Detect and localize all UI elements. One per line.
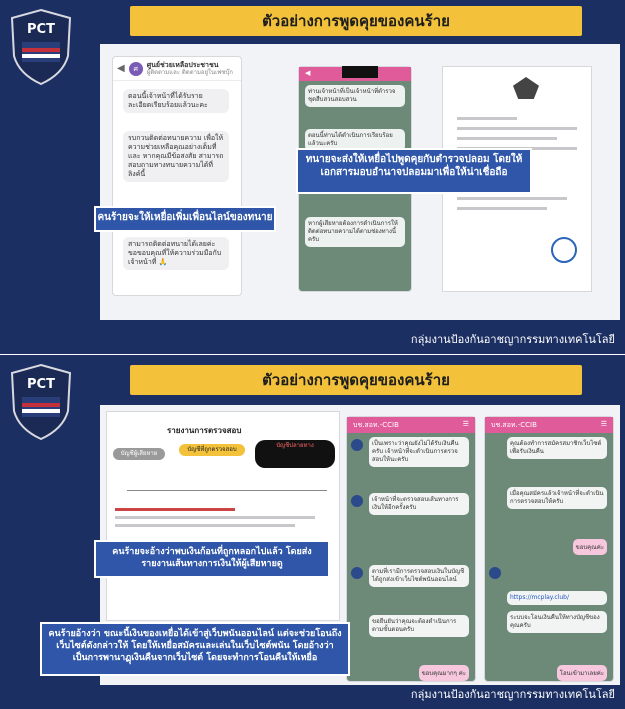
financial-report-image bbox=[106, 411, 340, 621]
chat-subtitle: ผู้ติดตามและ ติดตามอยู่ในเฟซบุ๊ก bbox=[146, 69, 233, 76]
callout-add-lawyer: คนร้ายจะให้เหยื่อเพิ่มเพื่อนไลน์ของทนาย bbox=[94, 206, 276, 232]
banner-title: ตัวอย่างการพูดคุยของคนร้าย bbox=[130, 6, 582, 36]
back-arrow-icon: ◀ bbox=[117, 63, 125, 74]
garuda-emblem-icon bbox=[513, 77, 539, 99]
message-bubble: เจ้าหน้าที่จะตรวจสอบเส้นทางการเงินให้อีกครั้งครับ bbox=[369, 493, 469, 515]
chat-screenshot-facebook bbox=[112, 56, 242, 296]
reply-bubble: ขอบคุณมากๆ ค่ะ bbox=[419, 665, 469, 681]
text-line bbox=[457, 207, 547, 210]
report-title: รายงานการตรวจสอบ bbox=[167, 426, 242, 435]
avatar: ศ bbox=[129, 62, 143, 76]
text-line bbox=[457, 137, 557, 140]
message-bubble: เป็นเพราะว่าคุณยังไม่ได้รับเงินคืนครับ เจ้าหน้าที่จะดำเนินการตรวจสอบให้นะครับ bbox=[369, 437, 469, 467]
reply-bubble: โอนเข้ามาเลยค่ะ bbox=[557, 665, 607, 681]
footer-text: กลุ่มงานป้องกันอาชญากรรมทางเทคโนโลยี bbox=[410, 333, 615, 346]
avatar bbox=[351, 439, 363, 451]
message-bubble: สามารถติดต่อทนายได้เลยค่ะ ขอขอบคุณที่ให้ความร่วมมือกับเจ้าหน้าที่ 🙏 bbox=[123, 237, 229, 270]
message-bubble: ระบบจะโอนเงินคืนให้ทางบัญชีของคุณครับ bbox=[507, 611, 607, 633]
chat-screenshot-line-ccib-2 bbox=[484, 416, 614, 682]
chat-screenshot-line-ccib bbox=[346, 416, 476, 682]
chat-header: บช.สอท.-CCIB ☰ bbox=[347, 417, 475, 433]
banner-title: ตัวอย่างการพูดคุยของคนร้าย bbox=[130, 365, 582, 395]
report-node: บัญชีที่ถูกตรวจสอบ bbox=[179, 444, 245, 456]
text-line bbox=[457, 197, 567, 200]
text-line bbox=[115, 516, 315, 519]
message-bubble: ตามที่เรามีการตรวจสอบเงินในบัญชี ได้ถูกส่งเข้าเว็บไซต์พนันออนไลน์ bbox=[369, 565, 469, 587]
logo-text: PCT bbox=[27, 22, 55, 37]
chat-header: บช.สอท.-CCIB ☰ bbox=[485, 417, 613, 433]
avatar bbox=[351, 567, 363, 579]
logo-text: PCT bbox=[27, 377, 55, 392]
report-node: บัญชีปลายทาง bbox=[255, 440, 335, 468]
chat-title: ศูนย์ช่วยเหลือประชาชน bbox=[146, 61, 219, 69]
redaction-bar bbox=[342, 66, 378, 78]
text-line bbox=[457, 117, 517, 120]
text-line bbox=[115, 524, 295, 527]
message-bubble: ท่านเจ้าหน้าที่เป็นเจ้าหน้าที่ตำรวจชุดสืบสวนสอบสวน bbox=[305, 85, 405, 107]
text-line bbox=[115, 508, 235, 511]
callout-fake-police: ทนายจะส่งให้เหยื่อไปพูดคุยกับตำรวจปลอม โดยให้เอกสารมอบอำนาจปลอมมาเพื่อให้น่าเชื่อถือ bbox=[296, 148, 532, 194]
message-bubble: ตอนนี้เจ้าหน้าที่ได้รับรายละเอียดเรียบร้อยแล้วนะคะ bbox=[123, 89, 229, 113]
message-bubble: ขอยืนยันว่าคุณจะต้องดำเนินการตามขั้นตอนครับ bbox=[369, 615, 469, 637]
stamp-icon bbox=[551, 237, 577, 263]
pct-logo bbox=[8, 363, 74, 441]
flow-line bbox=[127, 490, 327, 491]
avatar bbox=[489, 567, 501, 579]
pct-logo bbox=[8, 8, 74, 86]
footer-text: กลุ่มงานป้องกันอาชญากรรมทางเทคโนโลยี bbox=[410, 688, 615, 701]
report-node: บัญชีผู้เสียหาย bbox=[113, 448, 165, 460]
chat-header bbox=[113, 57, 241, 81]
message-bubble: เมื่อคุณสมัครแล้วเจ้าหน้าที่จะดำเนินการตรวจสอบให้ครับ bbox=[507, 487, 607, 509]
chat-header: ◀ bbox=[299, 67, 411, 81]
message-bubble: หากผู้เสียหายต้องการดำเนินการให้ติดต่อทนายความได้ตามช่องทางนี้ครับ bbox=[305, 217, 405, 247]
message-bubble: รบกวนติดต่อทนายความ เพื่อให้ความช่วยเหลือคุณอย่างเต็มที่ และ หากคุณมีข้อสงสัย สามารถสอบถามทางทนายความได้ที่ลิงค์นี้ bbox=[123, 131, 229, 182]
message-bubble: ตอนนี้ท่านได้ดำเนินการเรียบร้อยแล้วนะครับ bbox=[305, 129, 405, 151]
text-line bbox=[457, 127, 577, 130]
message-bubble: คุณต้องทำการสมัครสมาชิกเว็บไซต์เพื่อรับเงินคืน bbox=[507, 437, 607, 459]
callout-money-trail: คนร้ายจะอ้างว่าพบเงินก้อนที่ถูกหลอกไปแล้ว โดยส่งรายงานเส้นทางการเงินให้ผู้เสียหายดู bbox=[94, 540, 330, 578]
avatar bbox=[351, 495, 363, 507]
reply-bubble: ขอบคุณค่ะ bbox=[573, 539, 607, 555]
link-bubble[interactable]: https://mcplay.club/ bbox=[507, 591, 607, 605]
callout-gambling-site: คนร้ายอ้างว่า ขณะนี้เงินของเหยื่อได้เข้าสู่เว็บพนันออนไลน์ แต่จะช่วยโอนถึงเว็บไซต์ดังกล่าวให้ โดยให้เหยื่อสมัครและเล่นในเว็บไซต์พนัน โดยอ้างว่า เป็นการพานาฏุเงินคืนจากเว็บไซต์ โดยจะทำการโอนคืนให้เหยื่อ bbox=[40, 622, 350, 676]
